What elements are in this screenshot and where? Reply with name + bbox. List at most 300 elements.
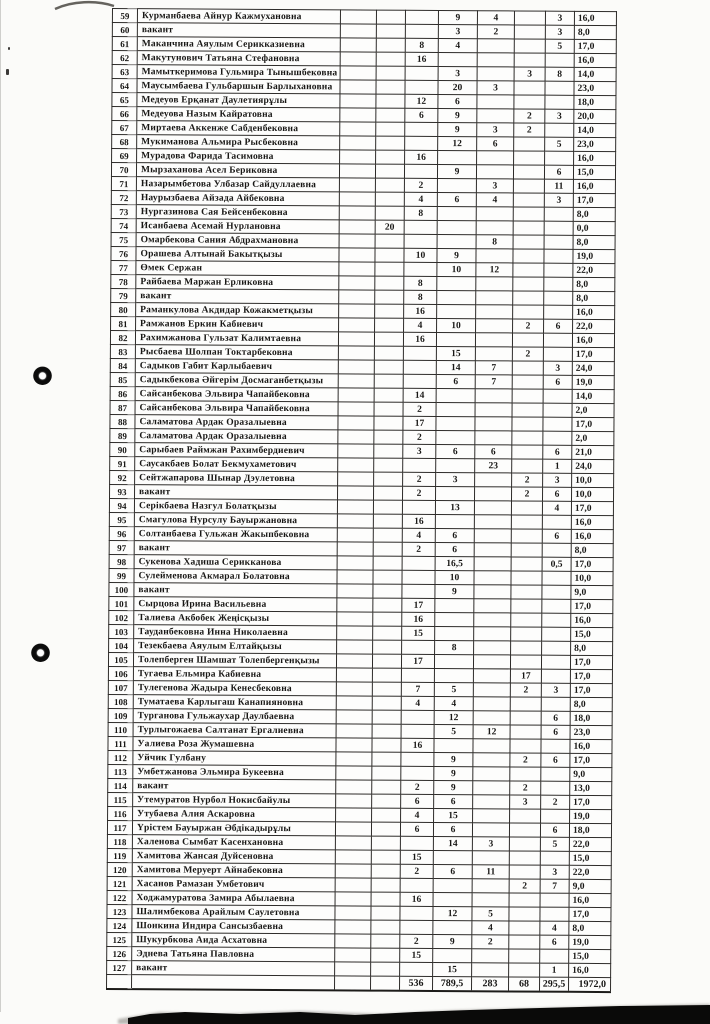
hours-cell — [511, 543, 542, 557]
hours-cell — [436, 416, 475, 430]
hours-cell — [376, 108, 405, 122]
person-name: Толепберген Шамшат Толепбергенқызы — [133, 653, 336, 668]
hours-cell — [374, 360, 403, 374]
row-number: 66 — [112, 107, 137, 121]
hours-cell — [514, 151, 545, 165]
hours-cell — [513, 305, 544, 319]
hours-cell: 15 — [400, 948, 433, 962]
hours-cell — [475, 389, 512, 403]
person-name: Сукенова Хадиша Серикканова — [134, 555, 337, 570]
hours-cell — [437, 290, 476, 304]
hours-cell: 8 — [545, 67, 574, 81]
hours-cell — [544, 263, 573, 277]
hours-cell: 8 — [404, 290, 437, 304]
hours-cell — [438, 150, 477, 164]
hours-cell — [340, 136, 376, 150]
hours-cell: 20 — [375, 220, 404, 234]
row-total: 16,0 — [570, 739, 612, 753]
hours-cell — [401, 710, 434, 724]
hours-cell — [473, 767, 510, 781]
row-total: 10,0 — [571, 571, 613, 585]
row-total: 19,0 — [572, 375, 614, 389]
person-name: Утубаева Алия Аскаровна — [133, 807, 336, 822]
hours-cell — [376, 80, 405, 94]
hours-cell: 4 — [401, 808, 434, 822]
hours-cell — [376, 94, 405, 108]
row-number: 97 — [109, 540, 134, 554]
row-number: 82 — [110, 330, 135, 344]
hours-cell: 6 — [541, 711, 570, 725]
hours-cell — [544, 249, 573, 263]
person-name: Үрістем Бауыржан Әбдікадырұлы — [132, 821, 335, 836]
person-name: Талиева Акбобек Жеңісқызы — [134, 611, 337, 626]
hours-cell: 15 — [400, 850, 433, 864]
hours-cell: 9 — [434, 752, 473, 766]
column-total: 789,5 — [433, 976, 472, 991]
hours-cell — [540, 851, 569, 865]
hours-cell: 2 — [510, 753, 541, 767]
hours-cell — [404, 262, 437, 276]
row-number: 118 — [107, 834, 132, 848]
hours-cell — [472, 851, 509, 865]
row-total: 22,0 — [569, 837, 611, 851]
person-name: вакант — [137, 23, 340, 38]
hours-cell — [339, 178, 375, 192]
totals-row — [107, 974, 611, 992]
hours-cell — [336, 808, 372, 822]
hours-cell — [511, 529, 542, 543]
row-number: 74 — [111, 218, 136, 232]
person-name: Маканчина Аяулым Серикказиевна — [137, 37, 340, 52]
hours-cell — [509, 935, 540, 949]
person-name: Уйчик Гулбану — [133, 751, 336, 766]
hours-cell: 9 — [435, 584, 474, 598]
hours-cell: 6 — [401, 794, 434, 808]
row-total: 2,0 — [572, 403, 614, 417]
staff-hours-table — [106, 8, 617, 993]
row-number: 126 — [107, 946, 132, 960]
hours-cell — [337, 514, 373, 528]
hours-cell — [335, 864, 371, 878]
hours-cell — [436, 458, 475, 472]
hours-cell — [436, 388, 475, 402]
scan-edge-bottom — [0, 998, 710, 1024]
hours-cell: 10 — [404, 248, 437, 262]
hours-cell: 3 — [403, 444, 436, 458]
row-total: 14,0 — [574, 67, 616, 81]
hours-cell: 2 — [514, 123, 545, 137]
row-number: 61 — [112, 37, 137, 51]
hours-cell — [337, 542, 373, 556]
hours-cell — [514, 25, 545, 39]
hours-cell — [474, 627, 511, 641]
hours-cell: 6 — [437, 192, 476, 206]
hours-cell — [371, 934, 400, 948]
hours-cell — [542, 627, 571, 641]
hours-cell — [544, 291, 573, 305]
hours-cell — [476, 305, 513, 319]
hours-cell — [336, 766, 372, 780]
hours-cell — [372, 710, 401, 724]
hours-cell — [435, 626, 474, 640]
person-name: Рахимжанова Гульзат Калимтаевна — [135, 331, 338, 346]
hours-cell — [376, 66, 405, 80]
hours-cell — [434, 668, 473, 682]
row-total: 16,0 — [573, 305, 615, 319]
hours-cell — [435, 612, 474, 626]
hours-cell — [437, 234, 476, 248]
row-total: 8,0 — [569, 921, 611, 935]
row-number: 100 — [109, 582, 134, 596]
person-name: Сарыбаев Раймжан Рахимбердиевич — [135, 443, 338, 458]
hours-cell — [375, 290, 404, 304]
person-name: Садыкбекова Әйгерім Досмаганбетқызы — [135, 373, 338, 388]
hours-cell: 1 — [543, 459, 572, 473]
person-name: Шукурбкова Аида Асхатовна — [132, 933, 335, 948]
row-number: 103 — [109, 624, 134, 638]
hours-cell — [514, 11, 545, 25]
row-number: 93 — [110, 484, 135, 498]
hours-cell — [373, 612, 402, 626]
hours-cell — [375, 248, 404, 262]
hours-cell: 2 — [512, 347, 543, 361]
hours-cell: 2 — [514, 109, 545, 123]
hours-cell: 15 — [433, 962, 472, 976]
person-name: Серікбаева Назгул Болатқызы — [134, 499, 337, 514]
hours-cell — [433, 878, 472, 892]
hours-cell: 7 — [540, 879, 569, 893]
row-number: 88 — [110, 414, 135, 428]
hours-cell: 4 — [540, 921, 569, 935]
hours-cell — [510, 711, 541, 725]
hours-cell — [405, 136, 438, 150]
hours-cell — [373, 528, 402, 542]
person-name: Умбетжанова Эльмира Букеевна — [133, 765, 336, 780]
hours-cell — [340, 108, 376, 122]
hours-cell — [376, 52, 405, 66]
hours-cell — [400, 906, 433, 920]
hours-cell — [403, 360, 436, 374]
row-number: 76 — [111, 246, 136, 260]
hours-cell: 12 — [434, 710, 473, 724]
hours-cell — [542, 641, 571, 655]
hours-cell — [477, 151, 514, 165]
row-total: 13,0 — [570, 781, 612, 795]
row-total: 9,0 — [569, 879, 611, 893]
person-name: Өмек Сержан — [136, 261, 339, 276]
hours-cell — [336, 724, 372, 738]
hours-cell — [340, 150, 376, 164]
hours-cell: 8 — [404, 206, 437, 220]
person-name: Хамитова Меруерт Айнабековна — [132, 863, 335, 878]
hours-cell — [474, 529, 511, 543]
hours-cell — [402, 570, 435, 584]
hours-cell — [374, 332, 403, 346]
row-total: 8,0 — [574, 25, 616, 39]
row-number: 105 — [108, 652, 133, 666]
hours-cell — [375, 234, 404, 248]
row-total: 17,0 — [569, 907, 611, 921]
hours-cell — [436, 402, 475, 416]
person-name: вакант — [134, 541, 337, 556]
hours-cell: 4 — [401, 696, 434, 710]
hours-cell — [473, 739, 510, 753]
hours-cell: 17 — [510, 669, 541, 683]
row-number: 112 — [108, 750, 133, 764]
hours-cell: 15 — [402, 626, 435, 640]
row-number: 98 — [109, 554, 134, 568]
hours-cell — [543, 389, 572, 403]
hours-cell: 3 — [541, 683, 570, 697]
hours-cell: 8 — [404, 276, 437, 290]
column-total: 536 — [400, 976, 433, 991]
hours-cell — [372, 780, 401, 794]
hours-cell — [402, 556, 435, 570]
row-number: 67 — [112, 121, 137, 135]
hours-cell — [541, 655, 570, 669]
hours-cell — [340, 52, 376, 66]
hours-cell — [541, 809, 570, 823]
hours-cell — [511, 501, 542, 515]
hours-cell: 11 — [544, 179, 573, 193]
hours-cell — [375, 178, 404, 192]
hours-cell: 2 — [472, 935, 509, 949]
row-number: 116 — [108, 806, 133, 820]
hours-cell — [510, 767, 541, 781]
hours-cell — [542, 599, 571, 613]
hours-cell — [474, 599, 511, 613]
row-number: 91 — [110, 456, 135, 470]
hours-cell — [372, 696, 401, 710]
hours-cell — [509, 893, 540, 907]
person-name: Утемуратов Нурбол Нокисбайулы — [133, 793, 336, 808]
row-total: 2,0 — [572, 431, 614, 445]
hours-cell — [336, 682, 372, 696]
hours-cell — [373, 598, 402, 612]
hours-cell — [513, 249, 544, 263]
row-number: 108 — [108, 694, 133, 708]
hours-cell — [338, 374, 374, 388]
hours-cell — [472, 963, 509, 977]
row-total: 8,0 — [571, 543, 613, 557]
hours-cell — [542, 571, 571, 585]
hours-cell — [512, 459, 543, 473]
person-name: Мырзаханова Асел Бериковна — [136, 163, 339, 178]
hours-cell — [375, 192, 404, 206]
hours-cell — [510, 809, 541, 823]
hours-cell — [374, 402, 403, 416]
row-total: 10,0 — [572, 473, 614, 487]
row-number: 68 — [112, 135, 137, 149]
row-total: 8,0 — [573, 207, 615, 221]
row-number: 113 — [108, 764, 133, 778]
hours-cell: 6 — [477, 137, 514, 151]
hours-cell — [404, 164, 437, 178]
person-name: Мукиманова Альмира Рысбековна — [137, 135, 340, 150]
hours-cell — [477, 39, 514, 53]
hours-cell: 17 — [401, 654, 434, 668]
hours-cell — [339, 262, 375, 276]
row-number: 83 — [110, 344, 135, 358]
hours-cell: 6 — [544, 319, 573, 333]
person-name: Мамыткеримова Гульмира Тынышбековна — [137, 65, 340, 80]
hours-cell — [472, 893, 509, 907]
hours-cell — [400, 962, 433, 976]
hours-cell — [339, 206, 375, 220]
hours-cell: 14 — [436, 360, 475, 374]
row-total: 14,0 — [572, 389, 614, 403]
row-number: 115 — [108, 792, 133, 806]
hours-cell — [544, 277, 573, 291]
hours-cell — [473, 669, 510, 683]
hours-cell: 6 — [541, 725, 570, 739]
row-number: 120 — [107, 862, 132, 876]
row-number: 77 — [111, 260, 136, 274]
hours-cell: 3 — [545, 25, 574, 39]
hours-cell: 2 — [402, 542, 435, 556]
hours-cell — [339, 192, 375, 206]
row-total: 17,0 — [571, 501, 613, 515]
hours-cell: 9 — [438, 108, 477, 122]
hours-cell: 12 — [473, 725, 510, 739]
row-number: 124 — [107, 918, 132, 932]
hours-cell — [543, 347, 572, 361]
hours-cell: 4 — [404, 192, 437, 206]
hours-cell: 5 — [472, 907, 509, 921]
hours-cell — [474, 571, 511, 585]
hours-cell: 3 — [544, 193, 573, 207]
hours-cell — [512, 361, 543, 375]
hours-cell — [477, 53, 514, 67]
hours-cell — [376, 38, 405, 52]
hours-cell: 3 — [438, 66, 477, 80]
row-number: 117 — [107, 820, 132, 834]
row-total: 17,0 — [572, 417, 614, 431]
person-name: вакант — [132, 961, 335, 976]
hours-cell: 6 — [540, 823, 569, 837]
row-number: 65 — [112, 93, 137, 107]
hours-cell — [402, 500, 435, 514]
hours-cell — [541, 697, 570, 711]
hours-cell — [511, 627, 542, 641]
hours-cell: 12 — [438, 136, 477, 150]
hours-cell — [401, 668, 434, 682]
hours-cell: 4 — [472, 921, 509, 935]
hours-cell: 6 — [541, 753, 570, 767]
hours-cell — [336, 780, 372, 794]
hours-cell: 3 — [477, 81, 514, 95]
hours-cell: 17 — [402, 598, 435, 612]
hours-cell — [542, 585, 571, 599]
hours-cell: 14 — [433, 836, 472, 850]
ink-speck — [6, 69, 9, 75]
hours-cell — [373, 640, 402, 654]
hours-cell — [473, 809, 510, 823]
row-number: 84 — [110, 358, 135, 372]
hours-cell: 3 — [476, 179, 513, 193]
hours-cell — [403, 374, 436, 388]
hours-cell: 3 — [472, 837, 509, 851]
hours-cell — [543, 403, 572, 417]
hours-cell — [400, 836, 433, 850]
row-total: 22,0 — [573, 263, 615, 277]
hours-cell: 5 — [434, 682, 473, 696]
hours-cell: 4 — [477, 11, 514, 25]
row-number: 107 — [108, 680, 133, 694]
hours-cell — [512, 375, 543, 389]
hours-cell — [545, 151, 574, 165]
hours-cell — [510, 697, 541, 711]
hours-cell: 4 — [404, 318, 437, 332]
person-name: вакант — [135, 485, 338, 500]
hours-cell: 23 — [475, 459, 512, 473]
hours-cell: 6 — [400, 822, 433, 836]
hours-cell — [510, 655, 541, 669]
hours-cell — [509, 837, 540, 851]
hours-cell: 4 — [542, 501, 571, 515]
hours-cell: 3 — [514, 67, 545, 81]
hours-cell — [511, 557, 542, 571]
hours-cell: 6 — [438, 94, 477, 108]
person-name: Тулегенова Жадыра Кенесбековна — [133, 681, 336, 696]
hours-cell — [475, 347, 512, 361]
row-number: 101 — [109, 596, 134, 610]
hours-cell — [433, 850, 472, 864]
hours-cell: 8 — [405, 38, 438, 52]
hours-cell: 2 — [513, 319, 544, 333]
hours-cell — [401, 724, 434, 738]
hours-cell: 6 — [436, 444, 475, 458]
hours-cell — [335, 878, 371, 892]
row-number: 89 — [110, 428, 135, 442]
hours-cell — [475, 417, 512, 431]
hours-cell: 6 — [436, 374, 475, 388]
hours-cell: 3 — [510, 795, 541, 809]
hours-cell — [372, 682, 401, 696]
row-number: 63 — [112, 65, 137, 79]
person-name: Медеуова Назым Кайратовна — [137, 107, 340, 122]
hours-cell — [374, 346, 403, 360]
hours-cell: 3 — [477, 123, 514, 137]
row-number: 86 — [110, 386, 135, 400]
hours-cell: 6 — [542, 529, 571, 543]
hours-cell: 9 — [434, 780, 473, 794]
hours-cell — [335, 920, 371, 934]
hours-cell — [436, 430, 475, 444]
row-number: 75 — [111, 232, 136, 246]
person-name: Турганова Гульжаухар Даулбаевна — [133, 709, 336, 724]
hours-cell — [336, 794, 372, 808]
person-name: Тугаева Ельмира Кабиевна — [133, 667, 336, 682]
hours-cell: 5 — [545, 39, 574, 53]
hours-cell — [509, 921, 540, 935]
hours-cell: 5 — [545, 137, 574, 151]
hours-cell — [405, 10, 438, 24]
row-total: 18,0 — [569, 823, 611, 837]
hours-cell: 20 — [438, 80, 477, 94]
row-total: 23,0 — [574, 81, 616, 95]
hours-cell: 6 — [542, 487, 571, 501]
person-name: Солтанбаева Гульжан Жакыпбековна — [134, 527, 337, 542]
hours-cell: 4 — [476, 193, 513, 207]
hours-cell — [543, 431, 572, 445]
hours-cell — [541, 767, 570, 781]
person-name: вакант — [136, 289, 339, 304]
hours-cell: 0,5 — [542, 557, 571, 571]
hours-cell — [435, 486, 474, 500]
hours-cell: 2 — [510, 781, 541, 795]
row-number: 114 — [108, 778, 133, 792]
